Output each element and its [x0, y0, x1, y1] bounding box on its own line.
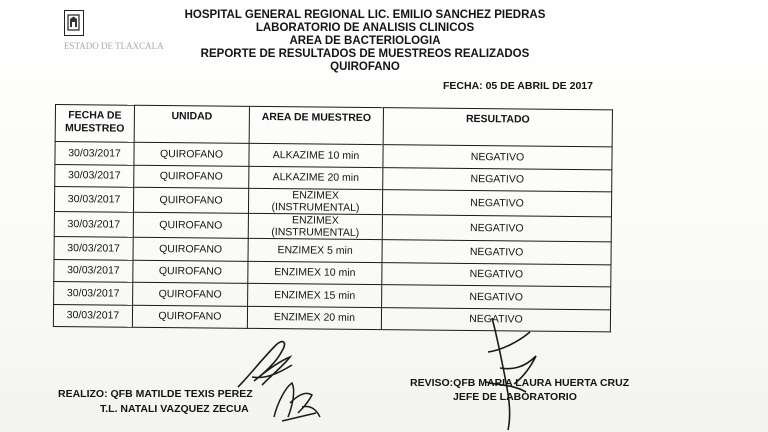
cell-fecha: 30/03/2017: [54, 259, 133, 282]
cell-fecha: 30/03/2017: [54, 281, 133, 304]
results-table: [53, 104, 613, 332]
lab-name: LABORATORIO DE ANALISIS CLINICOS: [255, 22, 475, 34]
cell-unidad: QUIROFANO: [133, 237, 248, 261]
cell-fecha: 30/03/2017: [54, 187, 133, 213]
cell-resultado: NEGATIVO: [383, 167, 612, 192]
cell-resultado: NEGATIVO: [382, 190, 611, 217]
table-header-row: [55, 105, 612, 147]
cell-resultado: NEGATIVO: [382, 262, 611, 287]
reviso-line-2: JEFE DE LABORATORIO: [453, 391, 577, 403]
cell-unidad: QUIROFANO: [133, 260, 248, 284]
area-name: AREA DE BACTERIOLOGIA: [289, 35, 441, 47]
realizo-line-1: REALIZO: QFB MATILDE TEXIS PEREZ: [58, 388, 253, 400]
cell-unidad: QUIROFANO: [134, 142, 249, 166]
cell-area: ENZIMEX (INSTRUMENTAL): [248, 188, 382, 214]
cell-fecha: 30/03/2017: [54, 211, 133, 237]
cell-area: ENZIMEX 10 min: [248, 261, 382, 285]
reviso-line-1: REVISO:QFB MARIA LAURA HUERTA CRUZ: [410, 377, 630, 389]
cell-fecha: 30/03/2017: [55, 164, 134, 187]
cell-unidad: QUIROFANO: [133, 212, 248, 238]
hospital-name: HOSPITAL GENERAL REGIONAL LIC. EMILIO SANCHEZ PIEDRAS: [184, 9, 546, 21]
cell-resultado: NEGATIVO: [382, 285, 611, 310]
cell-unidad: QUIROFANO: [132, 305, 247, 329]
cell-unidad: QUIROFANO: [134, 165, 249, 189]
cell-area: ALKAZIME 20 min: [249, 166, 383, 190]
cell-fecha: 30/03/2017: [54, 236, 133, 259]
cell-area: ENZIMEX 20 min: [247, 306, 381, 330]
signature-reviso: [478, 312, 548, 432]
cell-area: ENZIMEX 5 min: [248, 238, 382, 262]
cell-resultado: NEGATIVO: [383, 145, 612, 170]
cell-resultado: NEGATIVO: [382, 240, 611, 265]
cell-fecha: 30/03/2017: [55, 142, 134, 165]
cell-resultado: NEGATIVO: [382, 215, 611, 242]
column-header-fecha: FECHA DE MUESTREO: [55, 105, 134, 143]
column-header-unidad: UNIDAD: [134, 105, 249, 143]
report-title: REPORTE DE RESULTADOS DE MUESTREOS REALIZADOS: [200, 48, 530, 60]
cell-area: ENZIMEX (INSTRUMENTAL): [248, 213, 382, 239]
report-subtitle: QUIROFANO: [330, 61, 400, 73]
cell-area: ENZIMEX 15 min: [248, 283, 382, 307]
cell-unidad: QUIROFANO: [133, 282, 248, 306]
cell-fecha: 30/03/2017: [53, 304, 132, 327]
realizo-line-2: T.L. NATALI VAZQUEZ ZECUA: [100, 403, 249, 415]
logo-subtitle: ESTADO DE TLAXCALA: [64, 41, 164, 51]
cell-unidad: QUIROFANO: [133, 187, 248, 213]
column-header-area: AREA DE MUESTREO: [249, 106, 383, 144]
cell-resultado: NEGATIVO: [381, 307, 610, 332]
seal-icon: [64, 10, 84, 36]
cell-area: ALKAZIME 10 min: [249, 143, 383, 167]
report-date: FECHA: 05 DE ABRIL DE 2017: [443, 80, 593, 92]
column-header-resultado: RESULTADO: [383, 108, 612, 147]
signature-vazquez: [268, 377, 328, 427]
